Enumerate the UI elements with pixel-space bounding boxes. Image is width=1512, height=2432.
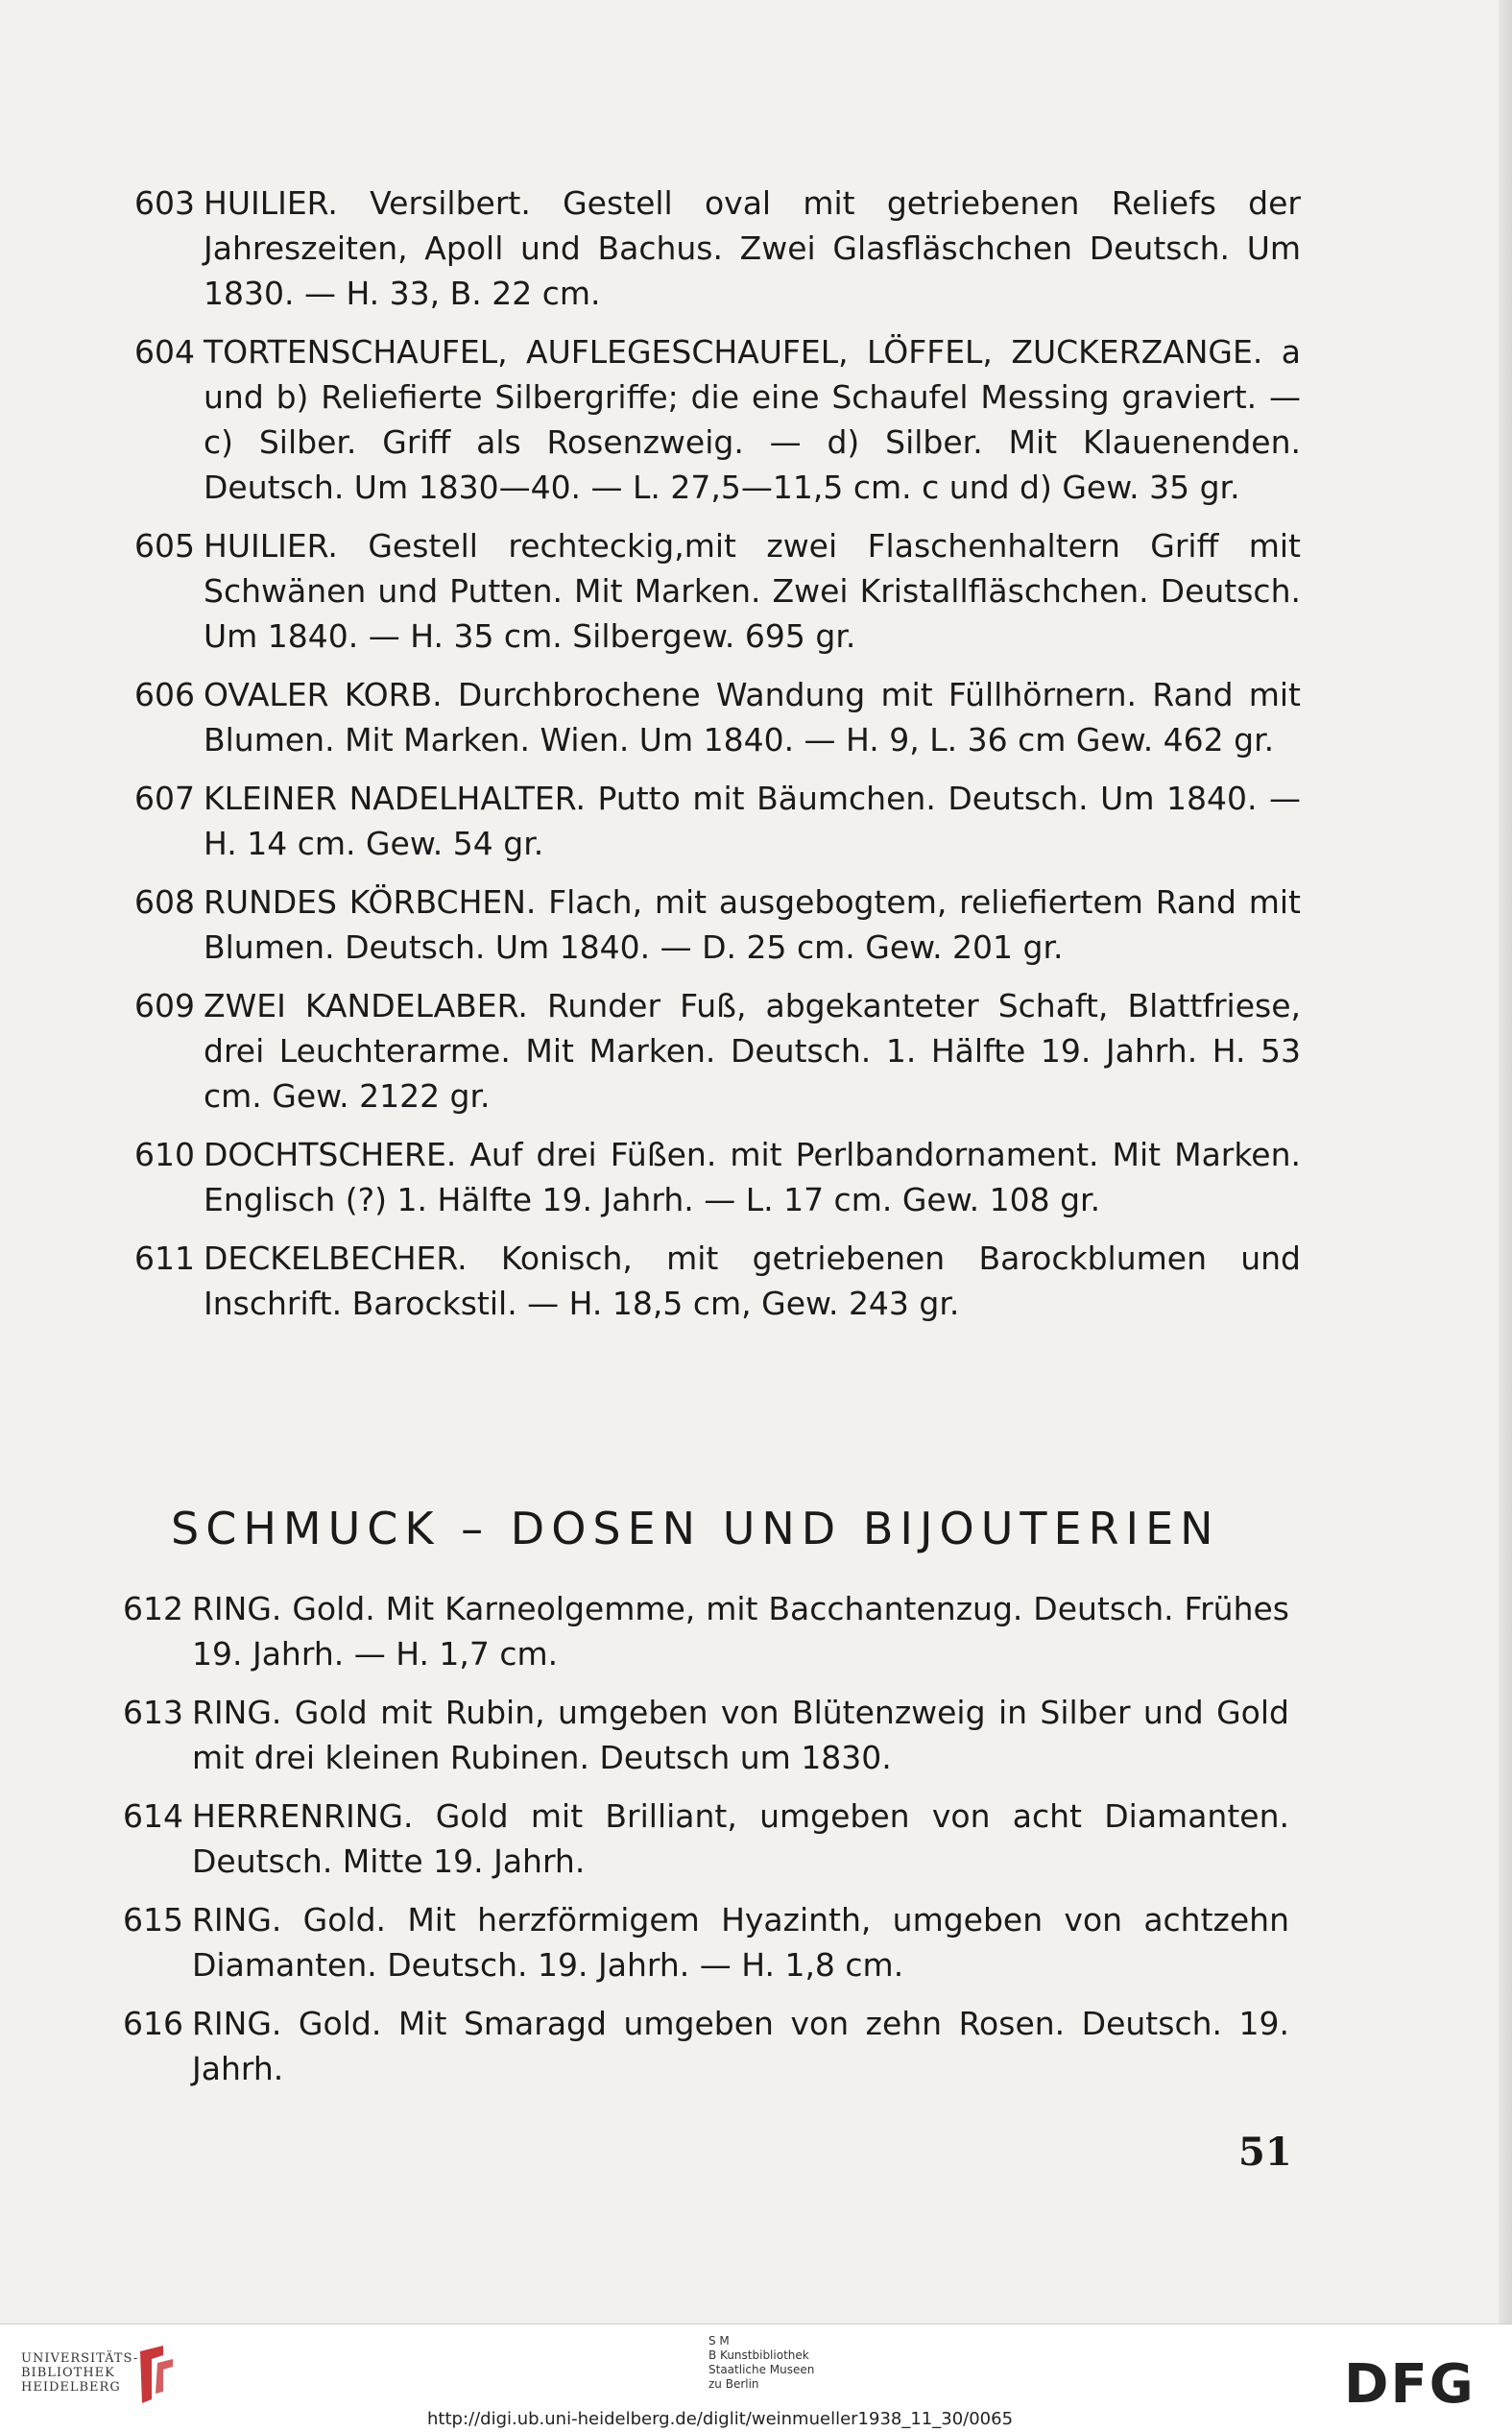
catalog-entry-607 (134, 776, 1301, 866)
smb-line: S M (708, 2334, 730, 2348)
entry-text: HUILIER. Versilbert. Gestell oval mit getriebenen Reliefs der Jahreszeiten, Apoll und Bachus. Zwei Glasfläschchen Deutsch. Um 1830. — H. 33, B. 22 cm. (204, 184, 1301, 312)
catalog-entry-610 (134, 1132, 1301, 1222)
logo-line: BIBLIOTHEK (21, 2366, 115, 2380)
catalog-entries-jewelry (123, 1586, 1289, 2105)
entry-text: RING. Gold. Mit Smaragd umgeben von zehn Rosen. Deutsch. 19. Jahrh. (192, 2005, 1289, 2087)
entry-number: 606 (134, 676, 195, 713)
section-heading: SCHMUCK – DOSEN UND BIJOUTERIEN (171, 1503, 1220, 1554)
entry-number: 603 (134, 184, 195, 222)
entry-text: HERRENRING. Gold mit Brilliant, umgeben von acht Diamanten. Deutsch. Mitte 19. Jahrh. (192, 1797, 1289, 1880)
catalog-entry-606 (134, 672, 1301, 762)
catalog-entries (134, 181, 1301, 1339)
entry-text: HUILIER. Gestell rechteckig,mit zwei Flaschenhaltern Griff mit Schwänen und Putten. Mit Marken. Zwei Kristallfläschchen. Deutsch. Um 1840. — H. 35 cm. Silbergew. 695 gr. (204, 527, 1301, 655)
university-library-logo[interactable] (21, 2351, 138, 2395)
smb-line: B Kunstbibliothek (708, 2348, 809, 2362)
digitization-footer (0, 2324, 1512, 2432)
entry-number: 613 (123, 1694, 183, 1731)
entry-text: DOCHTSCHERE. Auf drei Füßen. mit Perlbandornament. Mit Marken. Englisch (?) 1. Hälfte 19. Jahrh. — L. 17 cm. Gew. 108 gr. (204, 1136, 1301, 1218)
permalink-url[interactable]: http://digi.ub.uni-heidelberg.de/diglit/weinmueller1938_11_30/0065 (427, 2409, 1014, 2429)
entry-text: TORTENSCHAUFEL, AUFLEGESCHAUFEL, LÖFFEL, ZUCKERZANGE. a und b) Reliefierte Silbergriffe; die eine Schaufel Messing graviert. — c) Silber. Griff als Rosenzweig. — d) Silber. Mit Klauenenden. Deutsch. Um 1830—40. — L. 27,5—11,5 cm. c und d) Gew. 35 gr. (204, 333, 1301, 506)
entry-text: RING. Gold. Mit herzförmigem Hyazinth, umgeben von achtzehn Diamanten. Deutsch. 19. Jahrh. — H. 1,8 cm. (192, 1901, 1289, 1984)
entry-number: 608 (134, 883, 195, 921)
entry-number: 612 (123, 1590, 183, 1627)
catalog-entry-604 (134, 329, 1301, 510)
catalog-entry-605 (134, 523, 1301, 659)
entry-number: 605 (134, 527, 195, 565)
entry-text: DECKELBECHER. Konisch, mit getriebenen Barockblumen und Inschrift. Barockstil. — H. 18,5 cm, Gew. 243 gr. (204, 1240, 1301, 1322)
entry-text: KLEINER NADELHALTER. Putto mit Bäumchen. Deutsch. Um 1840. — H. 14 cm. Gew. 54 gr. (204, 780, 1301, 862)
entry-number: 614 (123, 1797, 183, 1835)
entry-text: RING. Gold mit Rubin, umgeben von Blütenzweig in Silber und Gold mit drei kleinen Rubinen. Deutsch um 1830. (192, 1694, 1289, 1776)
logo-line: UNIVERSITÄTS- (21, 2351, 139, 2366)
entry-number: 607 (134, 780, 195, 817)
entry-text: OVALER KORB. Durchbrochene Wandung mit Füllhörnern. Rand mit Blumen. Mit Marken. Wien. Um 1840. — H. 9, L. 36 cm Gew. 462 gr. (204, 676, 1301, 758)
entry-text: RING. Gold. Mit Karneolgemme, mit Bacchantenzug. Deutsch. Frühes 19. Jahrh. — H. 1,7 cm. (192, 1590, 1289, 1673)
entry-number: 615 (123, 1901, 183, 1938)
entry-number: 611 (134, 1240, 195, 1277)
catalog-entry-616 (123, 2001, 1289, 2091)
page-number: 51 (1238, 2130, 1292, 2175)
catalog-entry-603 (134, 181, 1301, 316)
smb-line: zu Berlin (708, 2377, 759, 2391)
catalog-entry-612 (123, 1586, 1289, 1676)
entry-text: RUNDES KÖRBCHEN. Flach, mit ausgebogtem, reliefiertem Rand mit Blumen. Deutsch. Um 1840. — D. 25 cm. Gew. 201 gr. (204, 883, 1301, 966)
catalog-entry-614 (123, 1794, 1289, 1884)
entry-number: 610 (134, 1136, 195, 1173)
catalog-entry-615 (123, 1897, 1289, 1987)
smb-kunstbibliothek-logo[interactable] (708, 2334, 814, 2392)
catalog-entry-613 (123, 1690, 1289, 1780)
logo-line: HEIDELBERG (21, 2380, 121, 2395)
catalog-entry-608 (134, 879, 1301, 970)
entry-number: 616 (123, 2005, 183, 2042)
catalog-entry-609 (134, 983, 1301, 1119)
heidelberg-mark-icon (134, 2344, 179, 2405)
dfg-logo[interactable]: DFG (1344, 2353, 1476, 2416)
entry-number: 604 (134, 333, 195, 371)
catalog-entry-611 (134, 1236, 1301, 1326)
entry-number: 609 (134, 987, 195, 1024)
smb-line: Staatliche Museen (708, 2363, 815, 2376)
scan-edge (1499, 0, 1512, 2324)
entry-text: ZWEI KANDELABER. Runder Fuß, abgekanteter Schaft, Blattfriese, drei Leuchterarme. Mit Marken. Deutsch. 1. Hälfte 19. Jahrh. H. 53 cm. Gew. 2122 gr. (204, 987, 1301, 1115)
